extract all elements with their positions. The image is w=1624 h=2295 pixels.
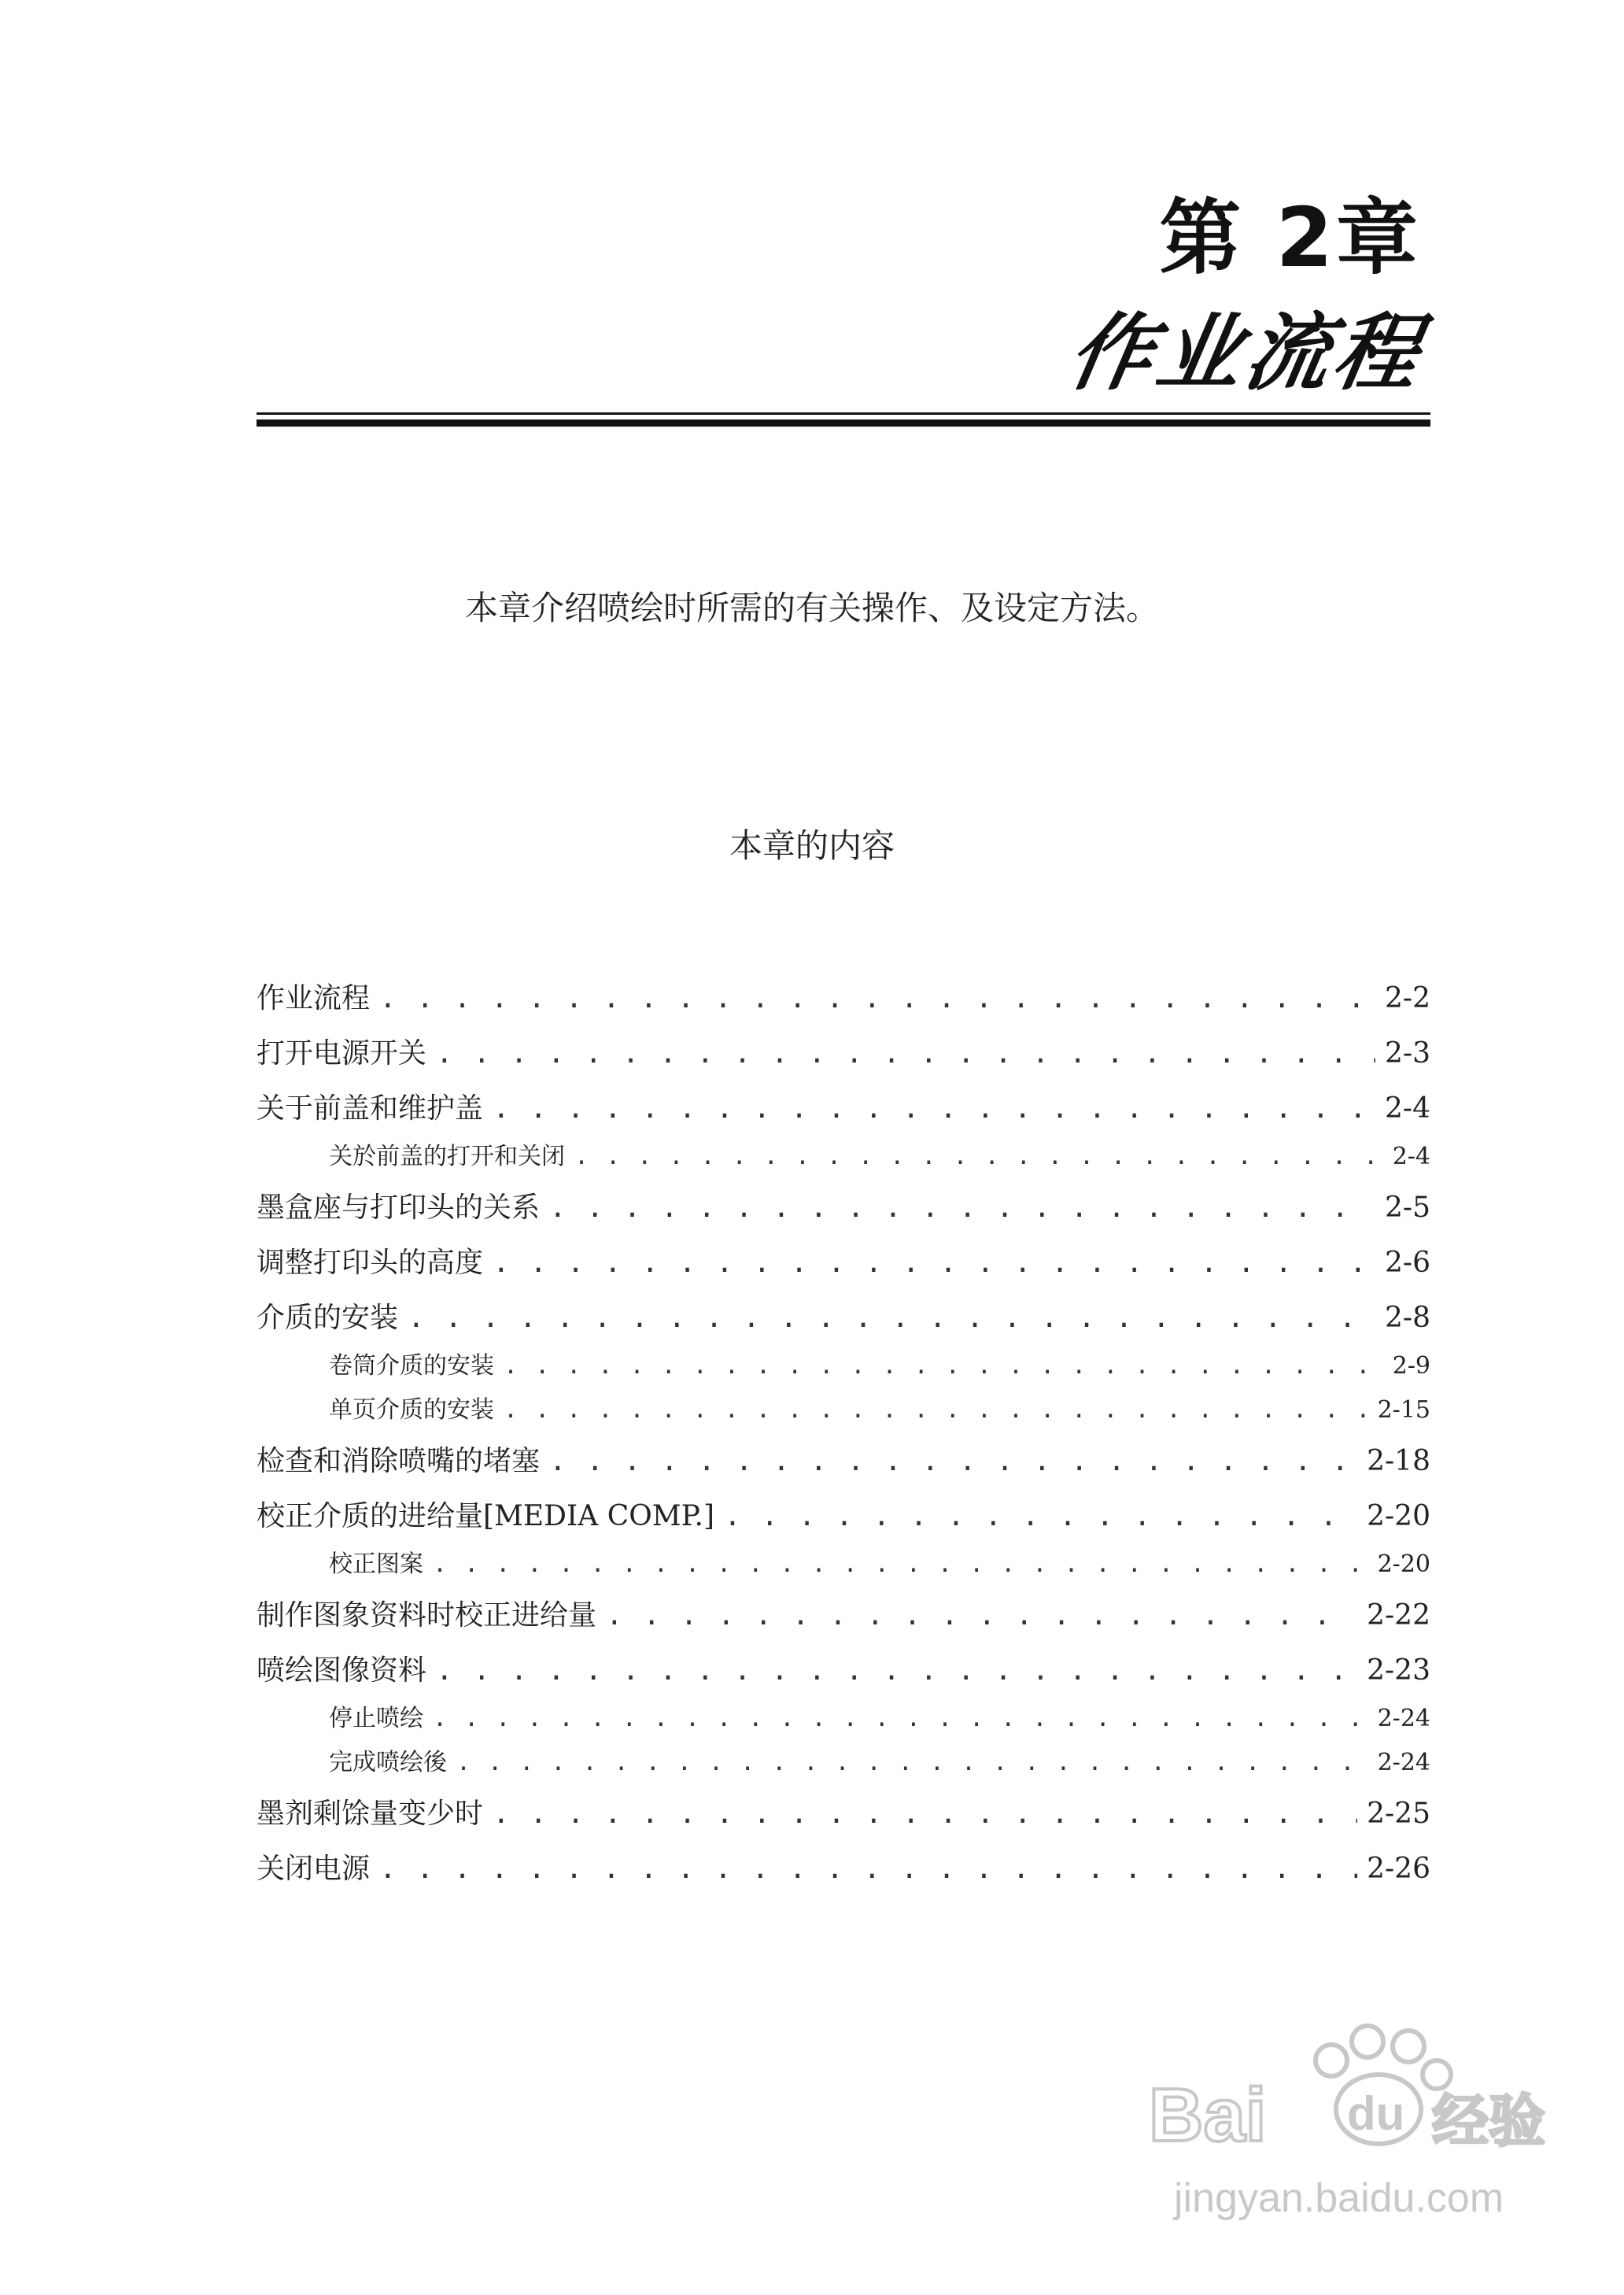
toc-entry bbox=[257, 1295, 1430, 1351]
toc-entry-title: 单页介质的安装 bbox=[329, 1396, 494, 1424]
toc-entry-title: 墨盒座与打印头的关系 bbox=[257, 1192, 541, 1224]
toc-entry-page: 2-26 bbox=[1367, 1853, 1430, 1885]
toc-entry-page: 2-18 bbox=[1367, 1445, 1430, 1477]
toc-entry bbox=[257, 1648, 1430, 1703]
toc-subentry bbox=[257, 1544, 1430, 1593]
toc-dot-leader bbox=[606, 1599, 1357, 1632]
toc-entry-page: 2-3 bbox=[1385, 1037, 1430, 1070]
toc-entry-page: 2-22 bbox=[1367, 1599, 1430, 1632]
toc-entry-page: 2-20 bbox=[1367, 1500, 1430, 1532]
toc-subentry bbox=[257, 1698, 1430, 1747]
paw-toe-icon bbox=[1316, 2045, 1347, 2076]
toc-subentry bbox=[257, 1346, 1430, 1395]
toc-entry-title: 检查和消除喷嘴的堵塞 bbox=[257, 1445, 541, 1477]
toc-dot-leader bbox=[493, 1247, 1375, 1279]
toc-entry-title: 关於前盖的打开和关闭 bbox=[329, 1143, 565, 1170]
toc-entry-title: 作业流程 bbox=[257, 982, 371, 1014]
toc-entry bbox=[257, 1086, 1430, 1141]
chapter-intro: 本章介绍喷绘时所需的有关操作、及设定方法。 bbox=[464, 589, 1159, 627]
watermark-brand: Bai bbox=[1149, 2073, 1267, 2157]
toc-dot-leader bbox=[724, 1500, 1357, 1532]
paw-toe-icon bbox=[1423, 2060, 1451, 2089]
toc-entry bbox=[257, 1031, 1430, 1086]
toc-dot-leader bbox=[436, 1037, 1375, 1070]
paw-toe-icon bbox=[1352, 2026, 1383, 2057]
toc-dot-leader bbox=[456, 1749, 1368, 1776]
toc-entry bbox=[257, 1494, 1430, 1549]
toc-entry-title: 校正图案 bbox=[329, 1550, 423, 1578]
toc-entry-title: 卷筒介质的安装 bbox=[329, 1352, 494, 1380]
toc-entry-title: 打开电源开关 bbox=[257, 1037, 427, 1070]
toc-entry-title: 校正介质的进给量[MEDIA COMP.] bbox=[257, 1500, 715, 1532]
toc-dot-leader bbox=[504, 1396, 1368, 1424]
toc-entry bbox=[257, 1240, 1430, 1295]
baidu-jingyan-watermark bbox=[1149, 2015, 1558, 2251]
toc-entry-title: 制作图象资料时校正进给量 bbox=[257, 1599, 597, 1632]
toc-entry bbox=[257, 1593, 1430, 1648]
watermark-url: jingyan.baidu.com bbox=[1174, 2175, 1504, 2221]
chapter-title: 作业流程 bbox=[1061, 305, 1431, 401]
toc-entry-page: 2-24 bbox=[1377, 1705, 1430, 1732]
toc-dot-leader bbox=[504, 1352, 1383, 1380]
toc-entry-page: 2-2 bbox=[1385, 982, 1430, 1014]
toc-subentry bbox=[257, 1390, 1430, 1439]
toc-dot-leader bbox=[493, 1798, 1357, 1830]
toc-dot-leader bbox=[379, 1853, 1357, 1885]
toc-entry-page: 2-6 bbox=[1385, 1247, 1430, 1279]
toc-entry-title: 关闭电源 bbox=[257, 1853, 371, 1885]
toc-dot-leader bbox=[433, 1705, 1368, 1732]
toc-dot-leader bbox=[433, 1550, 1368, 1578]
toc-entry-title: 停止喷绘 bbox=[329, 1705, 423, 1732]
toc-entry bbox=[257, 1846, 1430, 1901]
toc-entry-page: 2-4 bbox=[1385, 1092, 1430, 1125]
toc-dot-leader bbox=[379, 982, 1375, 1014]
toc-entry-page: 2-24 bbox=[1377, 1749, 1430, 1776]
toc-entry-page: 2-25 bbox=[1367, 1798, 1430, 1830]
toc-entry-title: 完成喷绘後 bbox=[329, 1749, 447, 1776]
toc-dot-leader bbox=[408, 1302, 1375, 1334]
toc-entry-title: 调整打印头的高度 bbox=[257, 1247, 484, 1279]
toc-entry-page: 2-23 bbox=[1367, 1654, 1430, 1687]
toc-dot-leader bbox=[549, 1192, 1375, 1224]
toc-subentry bbox=[257, 1136, 1430, 1185]
chapter-number: 第 2章 bbox=[1159, 190, 1421, 286]
toc-dot-leader bbox=[493, 1092, 1375, 1125]
toc-entry-title: 关于前盖和维护盖 bbox=[257, 1092, 484, 1125]
title-rule-thick bbox=[257, 419, 1430, 427]
toc-entry-page: 2-20 bbox=[1377, 1550, 1430, 1578]
toc-dot-leader bbox=[436, 1654, 1357, 1687]
toc-entry-page: 2-4 bbox=[1392, 1143, 1430, 1170]
toc-heading: 本章的内容 bbox=[729, 826, 895, 865]
toc-entry-page: 2-5 bbox=[1385, 1192, 1430, 1224]
toc-entry bbox=[257, 976, 1430, 1031]
watermark-brand-suffix: du bbox=[1347, 2087, 1405, 2140]
toc-entry-title: 介质的安装 bbox=[257, 1302, 399, 1334]
toc-subentry bbox=[257, 1743, 1430, 1791]
toc-dot-leader bbox=[574, 1143, 1383, 1170]
table-of-contents bbox=[257, 976, 1430, 1901]
toc-entry-title: 墨剂剩馀量变少时 bbox=[257, 1798, 484, 1830]
toc-dot-leader bbox=[549, 1445, 1357, 1477]
paw-toe-icon bbox=[1393, 2031, 1424, 2062]
toc-entry bbox=[257, 1791, 1430, 1846]
toc-entry bbox=[257, 1185, 1430, 1240]
watermark-product: 经验 bbox=[1432, 2088, 1546, 2154]
toc-entry-page: 2-15 bbox=[1377, 1396, 1430, 1424]
toc-entry bbox=[257, 1439, 1430, 1494]
toc-entry-page: 2-9 bbox=[1392, 1352, 1430, 1380]
title-rule-thin bbox=[257, 412, 1430, 415]
toc-entry-page: 2-8 bbox=[1385, 1302, 1430, 1334]
toc-entry-title: 喷绘图像资料 bbox=[257, 1654, 427, 1687]
